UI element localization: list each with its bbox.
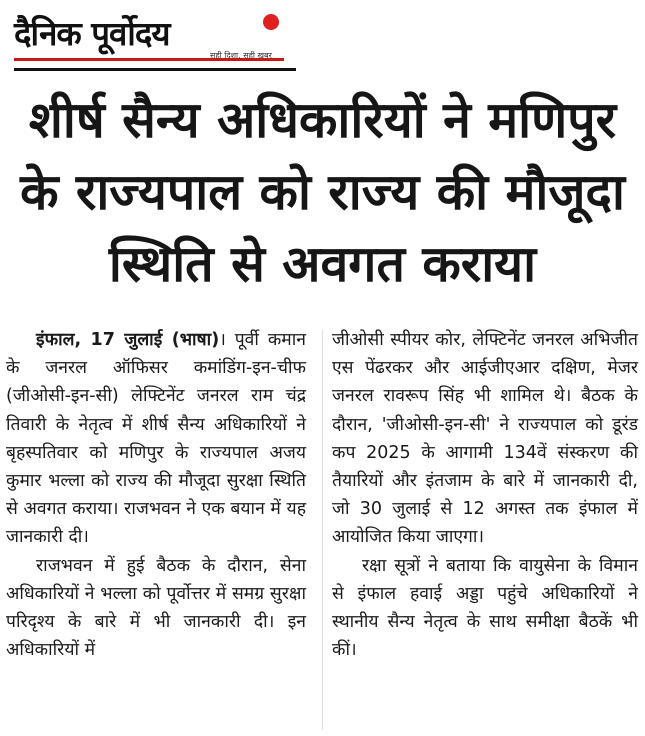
newspaper-name: दैनिक पूर्वोदय xyxy=(14,14,170,53)
headline xyxy=(20,84,625,300)
dateline: इंफाल, 17 जुलाई (भाषा) xyxy=(36,330,220,350)
masthead-red-dot-icon xyxy=(263,14,279,30)
masthead-black-rule xyxy=(14,68,296,71)
masthead-tagline: सही दिशा, सही खबर xyxy=(210,51,272,60)
paragraph-1 xyxy=(6,326,306,552)
paragraph-2: राजभवन में हुई बैठक के दौरान, सेना अधिकारियों ने भल्ला को पूर्वोत्तर में समग्र सुरक्षा परिदृश्य के बारे में भी जानकारी दी। इन अधिकारियों में xyxy=(6,555,306,661)
column-divider xyxy=(322,330,323,730)
paragraph-3: जीओसी स्पीयर कोर, लेफ्टिनेंट जनरल अभिजीत एस पेंढरकर और आईजीएआर दक्षिण, मेजर जनरल रावरूप सिंह भी शामिल थे। बैठक के दौरान, 'जीओसी-इन-सी' ने राज्यपाल को डूरंड कप 2025 के आगामी 134वें संस्करण की तैयारियों और इंतजाम के बारे में जानकारी दी, जो 30 जुलाई से 12 अगस्त तक इंफाल में आयोजित किया जाएगा। xyxy=(332,330,638,548)
paragraph-1-body: । पूर्वी कमान के जनरल ऑफिसर कमांडिंग-इन-चीफ (जीओसी-इन-सी) लेफ्टिनेंट जनरल राम चंद्र तिवारी के नेतृत्व में शीर्ष सैन्य अधिकारियों ने बृहस्पतिवार को मणिपुर के राज्यपाल अजय कुमार भल्ला को राज्य की मौजूदा सुरक्षा स्थिति से अवगत कराया। राजभवन ने एक बयान में यह जानकारी दी। xyxy=(6,330,306,548)
article-column-right xyxy=(332,326,638,664)
headline-line-1: शीर्ष सैन्य अधिकारियों ने मणिपुर xyxy=(28,91,617,149)
masthead xyxy=(10,6,290,70)
headline-line-2: के राज्यपाल को राज्य की मौजूदा xyxy=(20,163,625,221)
paragraph-4: रक्षा सूत्रों ने बताया कि वायुसेना के विमान से इंफाल हवाई अड्डा पहुंचे अधिकारियों ने स्थानीय सैन्य नेतृत्व के साथ समीक्षा बैठकें भी कीं। xyxy=(332,555,638,661)
article-column-left xyxy=(6,326,306,664)
headline-line-3: स्थिति से अवगत कराया xyxy=(108,235,537,293)
